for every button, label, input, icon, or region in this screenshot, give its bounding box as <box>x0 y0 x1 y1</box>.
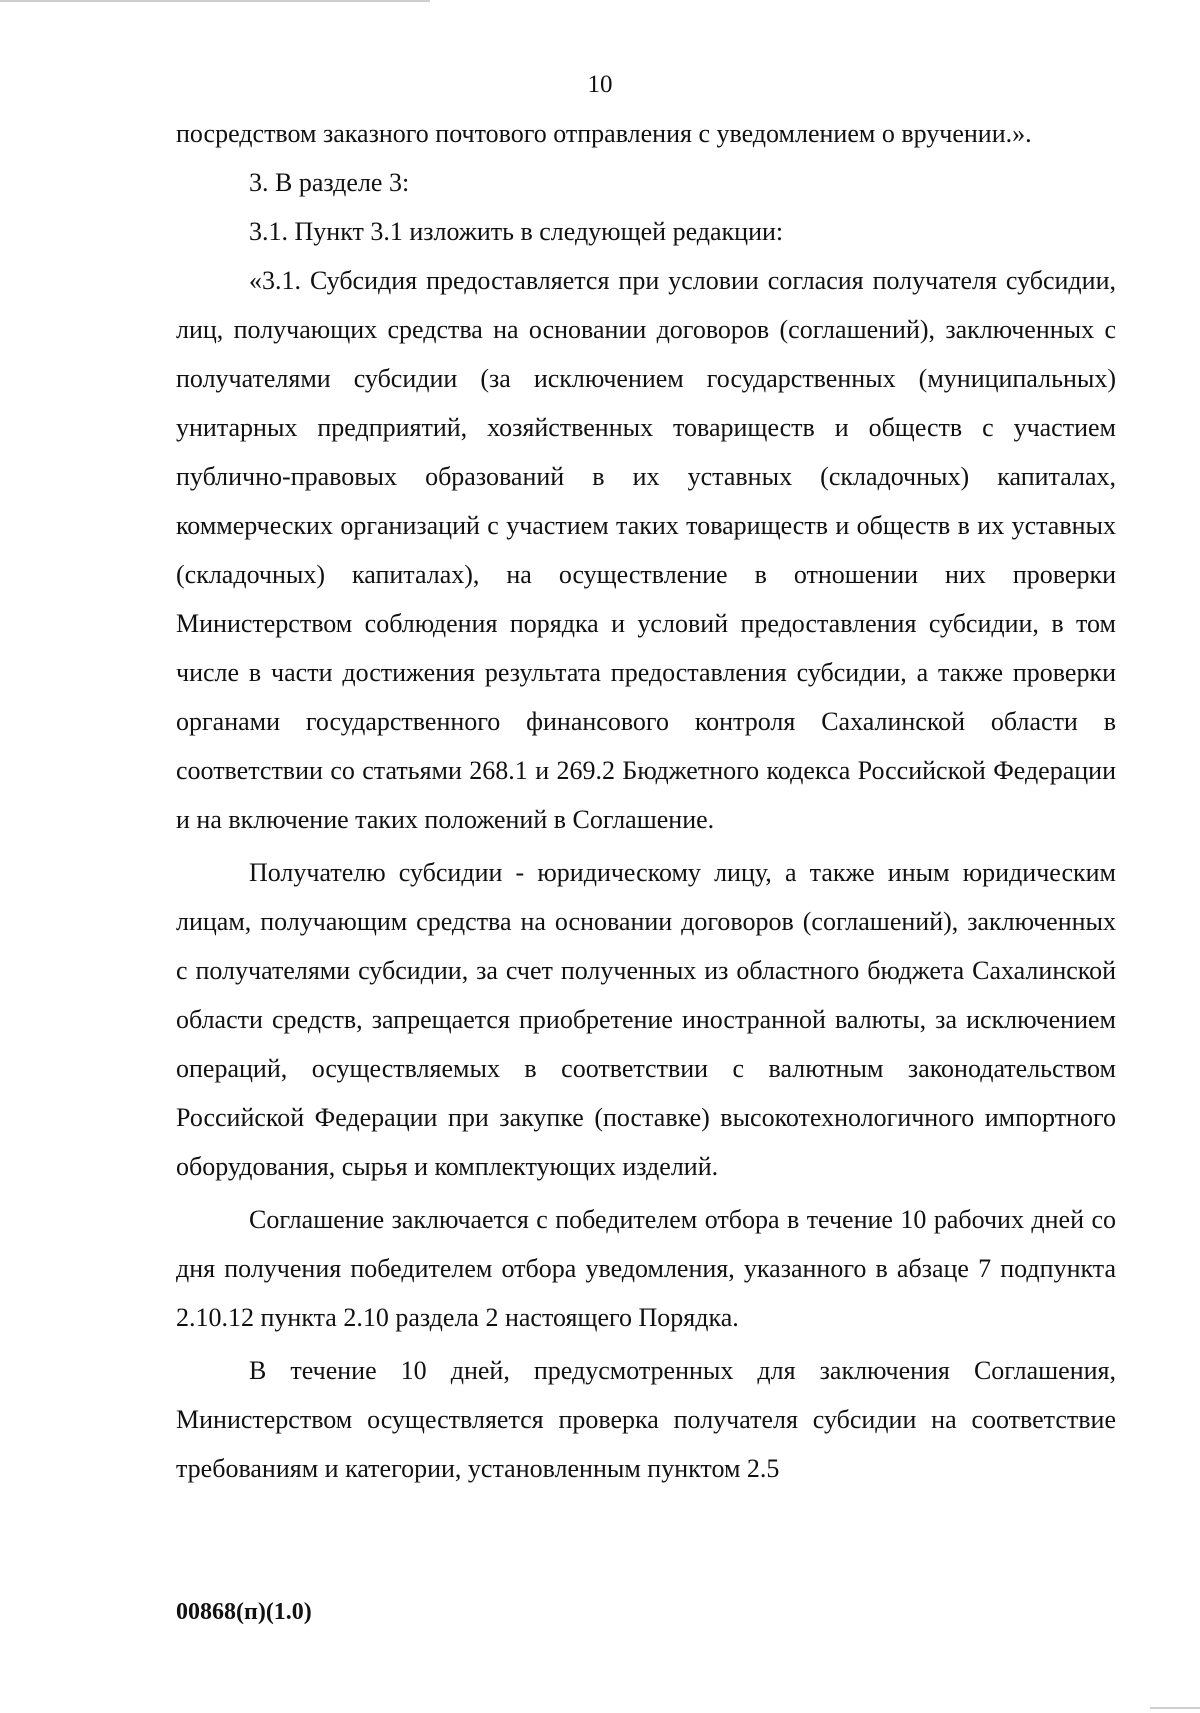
section-heading: 3. В разделе 3: <box>249 168 410 197</box>
paragraph-subsidy-conditions: «3.1. Субсидия предоставляется при условии согласия получателя субсидии, лиц, получающих средства на основании договоров (соглашений), заключенных с получателями субсидии (за исключением государственных (муниципальных) унитарных предприятий, хозяйственных товариществ и обществ с участием публично-правовых образований в их уставных (складочных) капиталах, коммерческих организаций с участием таких товариществ и обществ в их уставных (складочных) капиталах), на осуществление в отношении них проверки Министерством соблюдения порядка и условий предоставления субсидии, в том числе в части достижения результата предоставления субсидии, а также проверки органами государственного финансового контроля Сахалинской области в соответствии со статьями 268.1 и 269.2 Бюджетного кодекса Российской Федерации и на включение таких положений в Соглашение. <box>176 266 1116 834</box>
subsection-heading: 3.1. Пункт 3.1 изложить в следующей редакции: <box>249 217 784 246</box>
paragraph-currency-restriction: Получателю субсидии - юридическому лицу, а также иным юридическим лицам, получающим средства на основании договоров (соглашений), заключенных с получателями субсидии, за счет полученных из областного бюджета Сахалинской области средств, запрещается приобретение иностранной валюты, за исключением операций, осуществляемых в соответствии с валютным законодательством Российской Федерации при закупке (поставке) высокотехнологичного импортного оборудования, сырья и комплектующих изделий. <box>176 858 1116 1181</box>
scan-edge-mark <box>1150 1707 1200 1709</box>
paragraph-agreement-terms: Соглашение заключается с победителем отбора в течение 10 рабочих дней со дня получения победителем отбора уведомления, указанного в абзаце 7 подпункта 2.10.12 пункта 2.10 раздела 2 настоящего Порядка. <box>176 1205 1116 1332</box>
scan-edge-mark <box>0 0 430 2</box>
page-number: 10 <box>587 71 613 98</box>
document-code: 00868(п)(1.0) <box>176 1599 312 1625</box>
paragraph-verification: В течение 10 дней, предусмотренных для заключения Соглашения, Министерством осуществляется проверка получателя субсидии на соответствие требованиям и категории, установленным пунктом 2.5 <box>176 1356 1116 1483</box>
document-body <box>176 109 1116 1493</box>
paragraph-continuation: посредством заказного почтового отправления с уведомлением о вручении.». <box>176 119 1032 148</box>
